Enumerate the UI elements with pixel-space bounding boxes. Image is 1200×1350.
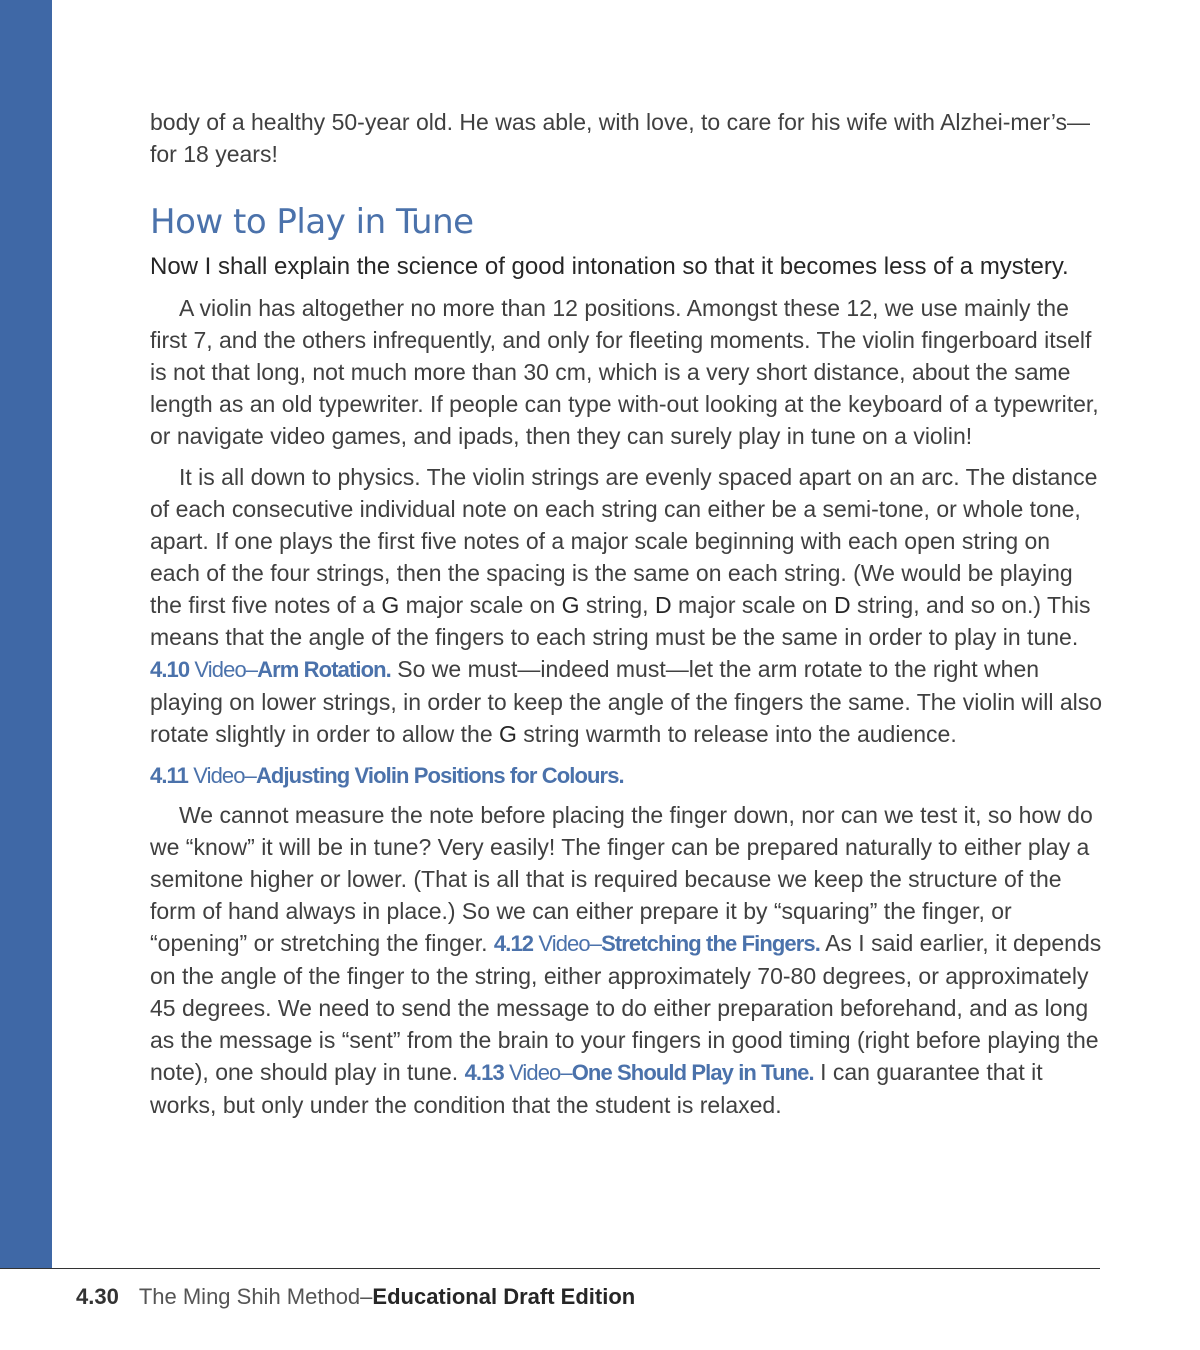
paragraph-intonation [150,799,1105,1121]
text-span: We cannot measure the note before placing the finger down, nor can we test it, so how do we “know” it will be in tune? Very easily! The finger can be prepared naturally to either play a semitone higher or lower. (That is all that is required because we keep the structure of the form of hand always in place.) So we can either prepare it by “squaring” the finger, or “opening” or stretching the finger. [150,802,1093,956]
lead-paragraph: Now I shall explain the science of good intonation so that it becomes less of a mystery. [150,253,1069,280]
note-g: G [561,592,580,618]
text-span: string warmth to release into the audience. [516,721,957,747]
text-span: As I said earlier, it depends on the angle of the finger to the string, either approximately 70-80 degrees, or approximately 45 degrees. We need to send the message to do either preparation beforehand, and as long as the message is “sent” from the brain to your fingers in good timing (right before playing the note), one should play in tune. [150,930,1102,1085]
text-span: string, [579,592,655,618]
video-number: 4.11 [150,763,189,788]
text-span: major scale on [399,592,562,618]
note-d: D [833,592,851,618]
video-link-play-in-tune[interactable] [465,1060,814,1085]
video-number: 4.13 [464,1060,504,1085]
video-link-adjusting-positions[interactable] [150,763,624,788]
video-title: Adjusting Violin Positions for Colours. [255,763,624,788]
note-g: G [381,592,400,618]
paragraph-positions: A violin has altogether no more than 12 positions. Amongst these 12, we use mainly the first 7, and the others infrequently, and only for fleeting moments. The violin fingerboard itself is not that long, not much more than 30 cm, which is a very short distance, about the same length as an old typewriter. If people can type with-out looking at the keyboard of a typewriter, or navigate video games, and ipads, then they can surely play in tune on a violin! [150,295,1099,449]
video-title: Stretching the Fingers. [601,931,820,956]
video-label: Video– [503,1060,572,1085]
page-number: 4.30 [76,1284,119,1309]
note-g: G [499,721,517,747]
text-span: It is all down to physics. The violin strings are evenly spaced apart on an arc. The distance of each consecutive individual note on each string can either be a semi-tone, or whole tone, apart. If one plays the first five notes of a major scale beginning with each open string on each of the four strings, then the spacing is the same on each string. (We would be playing the first five notes of a [150,464,1098,618]
video-link-arm-rotation[interactable] [150,657,391,682]
page-footer [76,1284,635,1310]
video-number: 4.12 [493,931,534,956]
book-title: The Ming Shih Method– [138,1284,373,1309]
text-span: So we must—indeed must—let the arm rotate to the right when playing on lower strings, in order to keep the angle of the fingers the same. The violin will also rotate slightly in order to allow the [150,656,1103,747]
video-label: Video– [533,931,602,956]
video-title: One Should Play in Tune. [571,1060,814,1085]
edition-label: Educational Draft Edition [372,1284,636,1309]
note-d: D [654,592,672,618]
video-line-colours [150,759,1105,792]
text-span: major scale on [671,592,834,618]
video-label: Video– [189,657,258,682]
video-number: 4.10 [150,657,190,682]
text-span: string, and so on.) This means that the angle of the fingers to each string must be the same in order to play in tune. [150,592,1091,650]
text-span: I can guarantee that it works, but only under the condition that the student is relaxed. [150,1059,1043,1118]
side-accent-bar [0,0,52,1268]
section-heading: How to Play in Tune [150,202,474,242]
paragraph-physics [150,461,1105,750]
continuation-paragraph: body of a healthy 50-year old. He was able, with love, to care for his wife with Alzhei-mer’s—for 18 years! [150,109,1091,167]
video-title: Arm Rotation. [257,657,391,682]
video-label: Video– [188,763,256,788]
footer-divider [0,1268,1100,1269]
page-content [150,106,1105,1130]
video-link-stretching-fingers[interactable] [494,931,820,956]
